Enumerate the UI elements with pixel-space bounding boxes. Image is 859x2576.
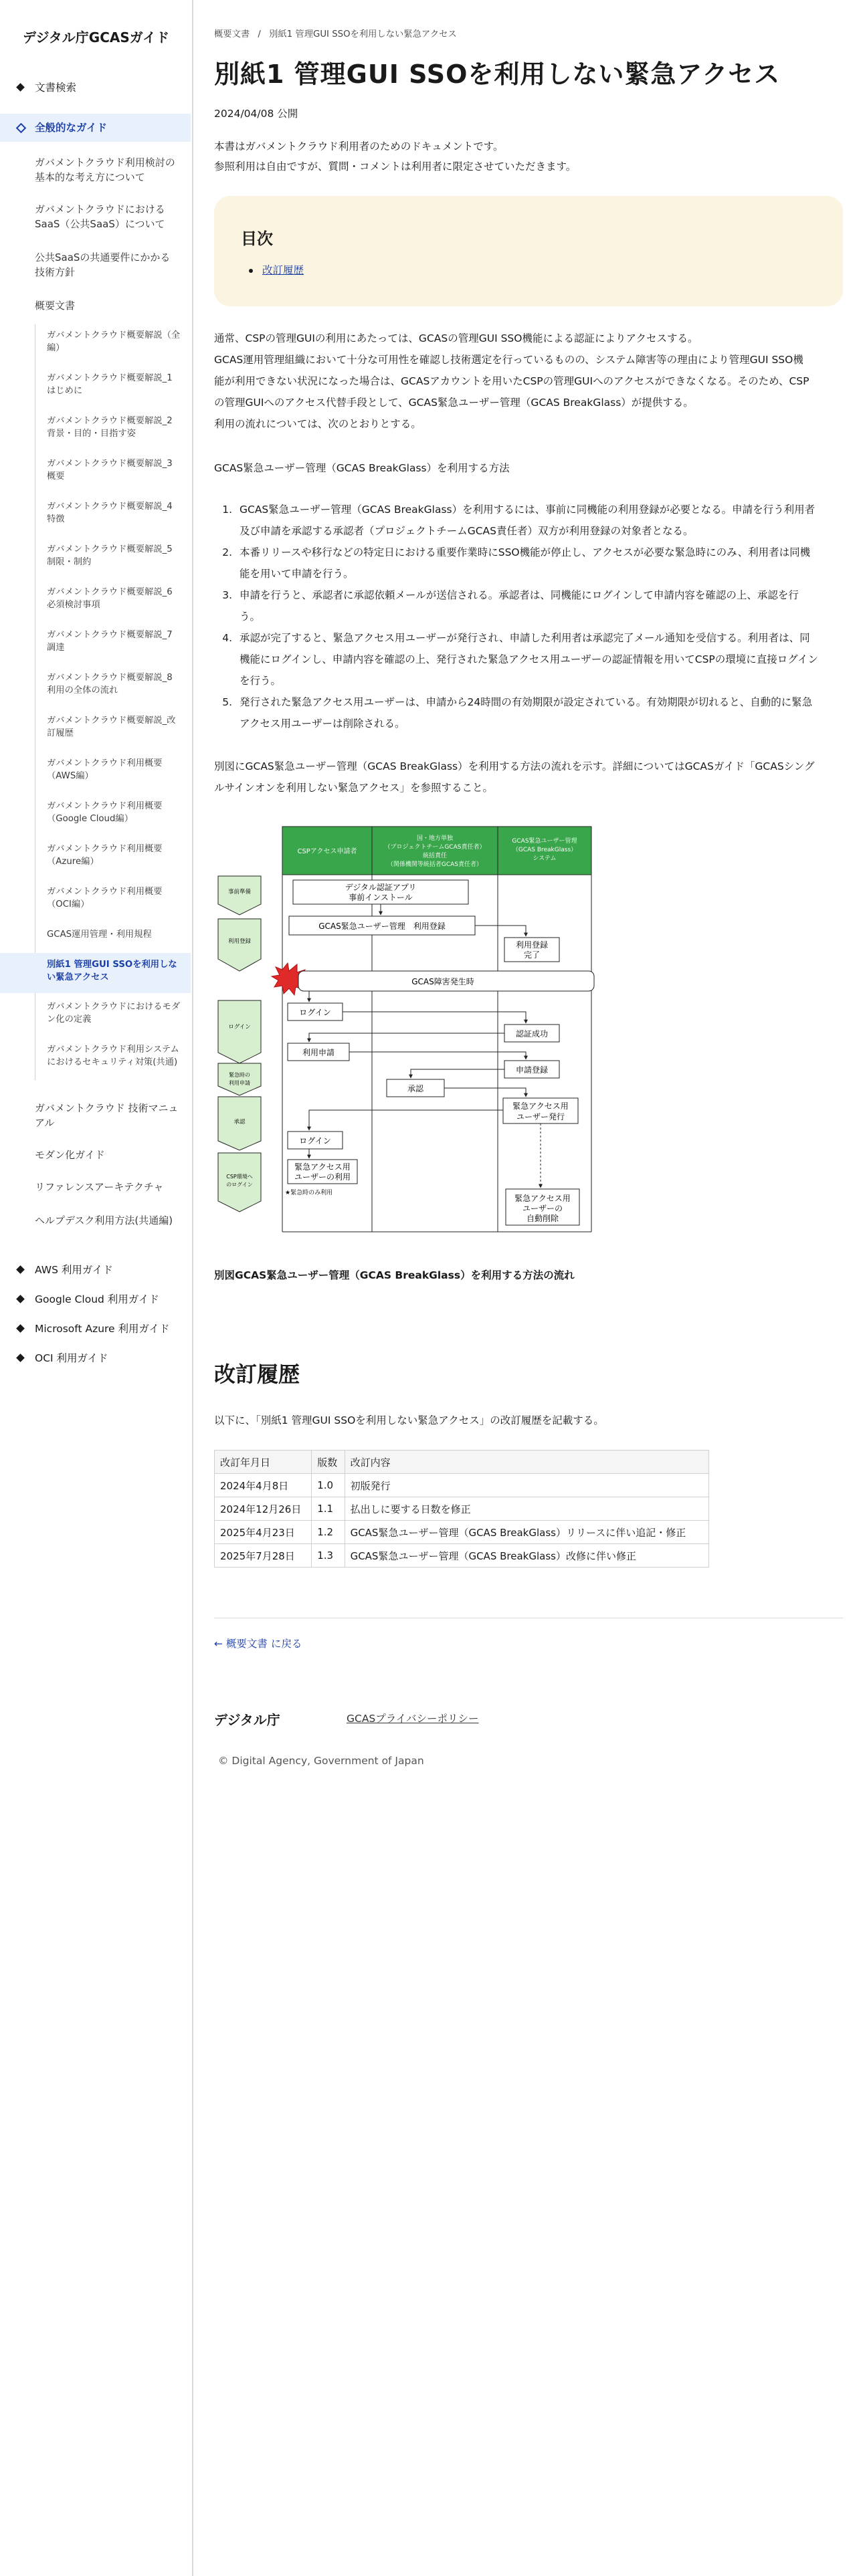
site-title[interactable]: デジタル庁GCASガイド	[23, 29, 170, 45]
intro-text: 本書はガバメントクラウド利用者のためのドキュメントです。 参照利用は自由ですが、質問・コメントは利用者に限定させていただきます。	[214, 140, 577, 173]
column-header-system-line2: （GCAS BreakGlass）	[512, 847, 577, 853]
sidebar-item-general-guide[interactable]: 全般的なガイド	[0, 114, 191, 142]
table-row: 2024年12月26日 1.1 払出しに要する日数を修正	[215, 1497, 709, 1521]
table-header-row	[215, 1451, 709, 1474]
sidebar-item-google-cloud[interactable]: Google Cloud 利用ガイド	[0, 1292, 191, 1307]
column-header-system-line1: GCAS緊急ユーザー管理	[512, 838, 577, 845]
sidebar-item-current-page[interactable]: 別紙1 管理GUI SSOを利用しない緊急アクセス	[0, 953, 191, 993]
step-4: 4. 承認が完了すると、緊急アクセス用ユーザーが発行され、申請した利用者は承認完了メール通知を受信する。利用者は、同 機能にログインし、申請内容を確認の上、発行された緊急アクセス用ユーザーの認証情報を用いてCSPの環境に直接ログイン を行う。	[235, 627, 843, 691]
column-header-version: 版数	[312, 1451, 345, 1474]
step-1: 1. GCAS緊急ユーザー管理（GCAS BreakGlass）を利用するには、事前に同機能の利用登録が必要となる。申請を行う利用者 及び申請を承認する承認者（プロジェクトチームGCAS責任者）双方が利用登録の対象者となる。	[235, 499, 843, 542]
column-header-date: 改訂年月日	[215, 1451, 312, 1474]
column-header-applicant-label: CSPアクセス申請者	[297, 848, 357, 855]
sidebar-item-security[interactable]: ガバメントクラウド利用システムにおけるセキュリティ対策(共通)	[47, 1045, 179, 1067]
revision-table	[214, 1450, 709, 1568]
sidebar-item-tech-manual[interactable]: ガバメントクラウド 技術マニュアル	[35, 1102, 179, 1129]
step-5: 5. 発行された緊急アクセス用ユーザーは、申請から24時間の有効期限が設定されている。有効期限が切れると、自動的に緊急 アクセス用ユーザーは削除される。	[235, 691, 843, 734]
sidebar-item-helpdesk[interactable]: ヘルプデスク利用方法(共通編)	[35, 1214, 173, 1226]
column-header-approver-line4: （関係機関等統括者GCAS責任者）	[387, 861, 483, 868]
revision-title: 改訂履歴	[214, 1362, 300, 1387]
table-of-contents	[214, 196, 843, 306]
body-intro: 通常、CSPの管理GUIの利用にあたっては、GCASの管理GUI SSO機能による認証によりアクセスする。 GCAS運用管理組織において十分な可用性を確認し技術選定を行っているものの、システム障害等の理由により管理GUI SSO機 能が利用できない状況になった場合は、GCASアカウントを用いたCSPの管理GUIへのアクセスができなくなる。そのため、CSP の管理GUIへのアクセス代替手段として、GCAS緊急ユーザー管理（GCAS BreakGlass）が提供する。 利用の流れについては、次のとおりとする。	[214, 332, 809, 430]
sidebar-item-overview-azure[interactable]: ガバメントクラウド利用概要（Azure編）	[47, 844, 163, 867]
svg-text:ユーザーの: ユーザーの	[522, 1204, 563, 1213]
steps-list	[214, 499, 843, 734]
phase-registration: 利用登録	[227, 938, 252, 945]
phase-csp-login-line2: のログイン	[226, 1182, 253, 1188]
svg-text:認証成功: 認証成功	[515, 1029, 549, 1039]
flow-diagram	[215, 821, 598, 1240]
svg-text:完了: 完了	[523, 950, 541, 960]
breadcrumb-current: 別紙1 管理GUI SSOを利用しない緊急アクセス	[269, 29, 457, 39]
phase-preparation: 事前準備	[227, 889, 252, 895]
column-header-system-line3: システム	[533, 855, 557, 862]
back-link[interactable]: ← 概要文書 に戻る	[214, 1638, 302, 1650]
sidebar-item-overview-5[interactable]: ガバメントクラウド概要解説_5 制限・制約	[47, 544, 173, 567]
step-2: 2. 本番リリースや移行などの特定日における重要作業時にSSO機能が停止し、アクセスが必要な緊急時にのみ、利用者は同機 能を用いて申請を行う。	[235, 542, 843, 584]
sidebar-item-public-saas[interactable]: ガバメントクラウドにおけるSaaS（公共SaaS）について	[35, 203, 165, 230]
sidebar-item-azure[interactable]: Microsoft Azure 利用ガイド	[0, 1321, 191, 1336]
svg-text:デジタル認証アプリ: デジタル認証アプリ	[345, 883, 417, 892]
sidebar-item-aws[interactable]: AWS 利用ガイド	[0, 1263, 191, 1277]
sidebar-item-overview-6[interactable]: ガバメントクラウド概要解説_6 必須検討事項	[47, 587, 173, 610]
table-row: 2025年7月28日 1.3 GCAS緊急ユーザー管理（GCAS BreakGlass）改修に伴い修正	[215, 1544, 709, 1568]
diagram-caption: 別図GCAS緊急ユーザー管理（GCAS BreakGlass）を利用する方法の流れ	[214, 1269, 575, 1281]
diagram-reference-text: 別図にGCAS緊急ユーザー管理（GCAS BreakGlass）を利用する方法の流れを示す。詳細についてはGCASガイド「GCASシング ルサインオンを利用しない緊急アクセス」を参照すること。	[214, 760, 815, 794]
sidebar-item-overview-gcp[interactable]: ガバメントクラウド利用概要（Google Cloud編）	[47, 801, 163, 824]
phase-apply-line1: 緊急時の	[229, 1072, 250, 1078]
sidebar-item-reference-arch[interactable]: リファレンスアーキテクチャ	[35, 1181, 164, 1193]
svg-text:GCAS緊急ユーザー管理 利用登録: GCAS緊急ユーザー管理 利用登録	[318, 922, 446, 931]
sidebar-item-overview-docs[interactable]: 概要文書	[35, 300, 76, 312]
diamond-bullet-icon	[16, 83, 25, 92]
toc-link-revision[interactable]: 改訂履歴	[262, 264, 304, 276]
table-row: 2025年4月23日 1.2 GCAS緊急ユーザー管理（GCAS BreakGlass）リリースに伴い追記・修正	[215, 1521, 709, 1544]
sidebar-item-basic-policy[interactable]: ガバメントクラウド利用検討の基本的な考え方について	[35, 156, 175, 183]
table-row: 2024年4月8日 1.0 初版発行	[215, 1474, 709, 1497]
footer-logo[interactable]: デジタル庁	[214, 1712, 280, 1728]
phase-login: ログイン	[228, 1024, 251, 1031]
svg-text:事前インストール: 事前インストール	[349, 893, 413, 902]
column-header-approver-line2: （プロジェクトチームGCAS責任者）	[384, 844, 486, 851]
svg-text:緊急アクセス用: 緊急アクセス用	[294, 1162, 351, 1172]
sidebar-item-gcas-rules[interactable]: GCAS運用管理・利用規程	[47, 930, 152, 940]
sidebar-item-overview-7[interactable]: ガバメントクラウド概要解説_7 調達	[47, 630, 173, 653]
svg-text:ユーザー発行: ユーザー発行	[516, 1112, 565, 1121]
diamond-bullet-icon	[16, 1354, 25, 1362]
sidebar-item-overview-3[interactable]: ガバメントクラウド概要解説_3 概要	[47, 459, 173, 481]
sidebar-item-overview-4[interactable]: ガバメントクラウド概要解説_4 特徴	[47, 502, 173, 524]
column-header-approver-line3: 統括責任	[422, 853, 448, 859]
sidebar-item-overview-oci[interactable]: ガバメントクラウド利用概要（OCI編）	[47, 887, 163, 909]
diamond-outline-icon	[16, 123, 27, 134]
svg-text:緊急アクセス用: 緊急アクセス用	[514, 1194, 571, 1203]
sidebar-item-overview-1[interactable]: ガバメントクラウド概要解説_1 はじめに	[47, 373, 173, 396]
phase-apply-line2: 利用申請	[229, 1080, 250, 1086]
sidebar-item-modernization[interactable]: ガバメントクラウドにおけるモダン化の定義	[47, 1002, 181, 1025]
sidebar-item-overview-0[interactable]: ガバメントクラウド概要解説（全編）	[47, 330, 181, 353]
diamond-bullet-icon	[16, 1295, 25, 1303]
column-header-approver-line1: 国・地方単独	[416, 835, 454, 842]
toc-title: 目次	[241, 229, 273, 248]
sidebar-item-search[interactable]: 文書検索	[0, 80, 191, 95]
sidebar-item-modern-guide[interactable]: モダン化ガイド	[35, 1149, 105, 1161]
copyright: © Digital Agency, Government of Japan	[218, 1755, 424, 1767]
svg-text:緊急アクセス用: 緊急アクセス用	[512, 1101, 569, 1111]
breadcrumb	[214, 27, 457, 39]
svg-text:利用申請: 利用申請	[302, 1048, 335, 1057]
column-header-content: 改訂内容	[345, 1451, 708, 1474]
page-title: 別紙1 管理GUI SSOを利用しない緊急アクセス	[214, 60, 781, 89]
diamond-bullet-icon	[16, 1265, 25, 1274]
published-date: 2024/04/08 公開	[214, 108, 298, 120]
step-3: 3. 申請を行うと、承認者に承認依頼メールが送信される。承認者は、同機能にログインして申請内容を確認の上、承認を行 う。	[235, 584, 843, 627]
subheading: GCAS緊急ユーザー管理（GCAS BreakGlass）を利用する方法	[214, 462, 510, 474]
sidebar-item-overview-2[interactable]: ガバメントクラウド概要解説_2 背景・目的・目指す姿	[47, 416, 173, 439]
phase-labels	[218, 876, 261, 1212]
svg-text:ログイン: ログイン	[299, 1136, 331, 1146]
breadcrumb-parent-link[interactable]: 概要文書	[214, 29, 250, 39]
revision-intro: 以下に、「別紙1 管理GUI SSOを利用しない緊急アクセス」の改訂履歴を記載する。	[214, 1414, 604, 1426]
sidebar	[0, 0, 193, 2576]
svg-text:承認: 承認	[407, 1084, 424, 1093]
svg-text:ユーザーの利用: ユーザーの利用	[294, 1172, 351, 1182]
diagram-note: ★緊急時のみ利用	[285, 1190, 333, 1196]
sidebar-item-overview-9[interactable]: ガバメントクラウド概要解説_改訂履歴	[47, 716, 176, 738]
breadcrumb-separator: /	[258, 29, 261, 39]
svg-text:GCAS障害発生時: GCAS障害発生時	[411, 977, 474, 986]
svg-text:ログイン: ログイン	[299, 1008, 331, 1017]
sidebar-item-overview-aws[interactable]: ガバメントクラウド利用概要（AWS編）	[47, 758, 163, 781]
svg-text:申請登録: 申請登録	[515, 1065, 549, 1075]
sidebar-item-oci[interactable]: OCI 利用ガイド	[0, 1351, 191, 1366]
svg-text:自動削除: 自動削除	[526, 1214, 559, 1223]
phase-csp-login-line1: CSP環境へ	[226, 1174, 253, 1180]
privacy-policy-link[interactable]: GCASプライバシーポリシー	[347, 1713, 479, 1725]
sidebar-item-overview-8[interactable]: ガバメントクラウド概要解説_8 利用の全体の流れ	[47, 673, 173, 695]
sidebar-item-saas-policy[interactable]: 公共SaaSの共通要件にかかる技術方針	[35, 251, 171, 278]
phase-approve: 承認	[233, 1119, 246, 1125]
diamond-bullet-icon	[16, 1324, 25, 1333]
svg-text:利用登録: 利用登録	[515, 940, 549, 950]
